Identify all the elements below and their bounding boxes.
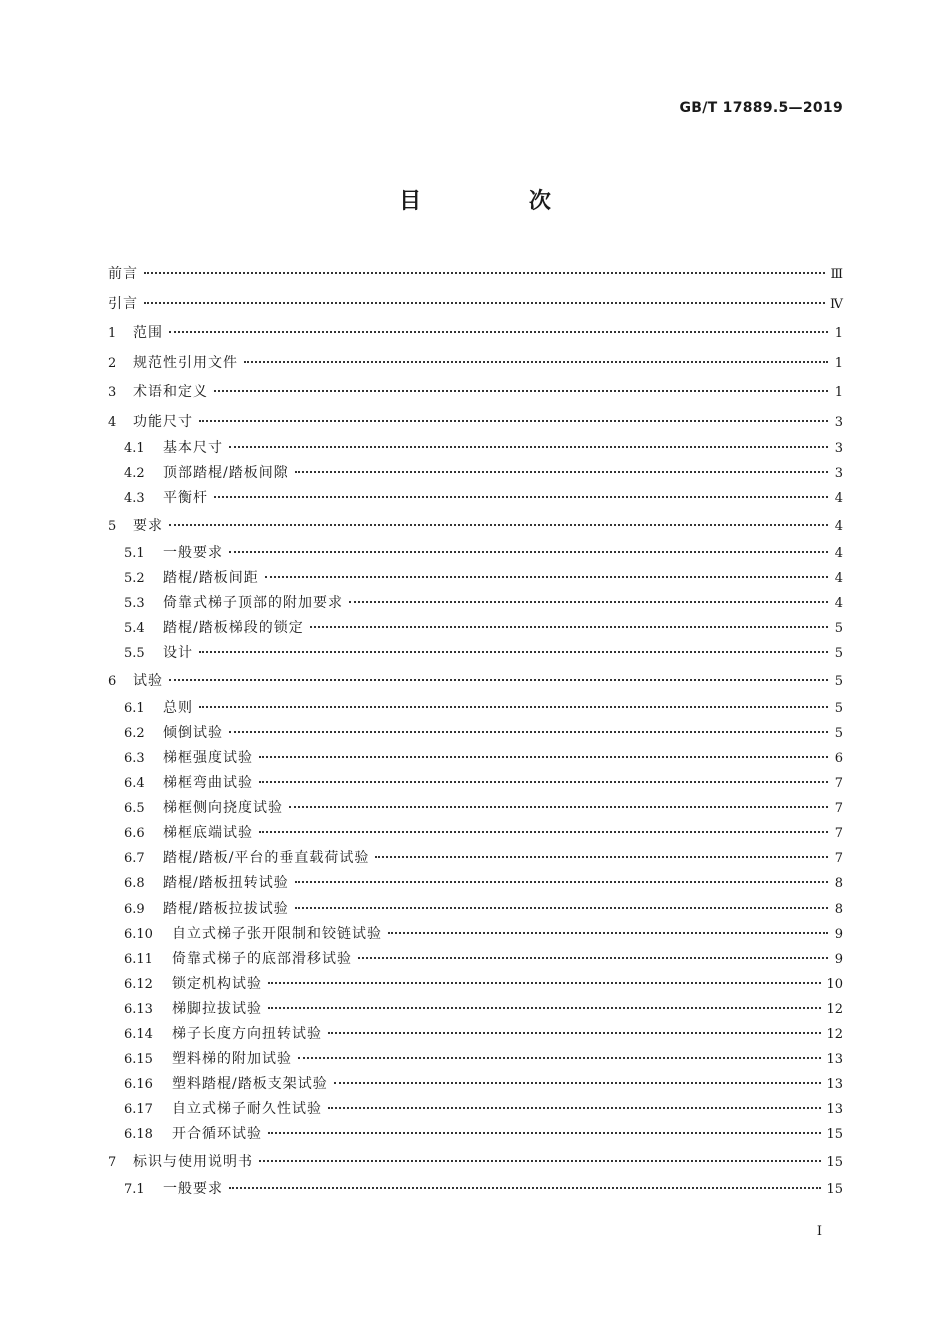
toc-entry-label: 锁定机构试验 [172, 975, 262, 992]
toc-entry-number: 6.13 [124, 1001, 153, 1017]
toc-entry[interactable] [108, 947, 843, 972]
toc-entry-page: 1 [834, 385, 843, 400]
toc-entry-label: 试验 [133, 673, 163, 690]
toc-entry-number: 5.4 [124, 621, 145, 637]
toc-entry[interactable] [108, 591, 843, 616]
toc-entry-label: 基本尺寸 [163, 440, 223, 456]
toc-entry[interactable] [108, 871, 843, 896]
toc-entry[interactable] [108, 666, 843, 696]
toc-entry-number: 4.1 [124, 441, 145, 456]
toc-entry[interactable] [108, 1072, 843, 1097]
toc-leader-dots [169, 524, 828, 526]
toc-entry-label: 梯脚拉拔试验 [172, 1000, 262, 1017]
toc-leader-dots [268, 982, 821, 984]
toc-entry-label: 范围 [133, 325, 163, 341]
toc-entry-page: 10 [826, 976, 843, 992]
toc-entry-page: 7 [834, 851, 843, 867]
toc-entry-page: 7 [834, 776, 843, 792]
toc-leader-dots [268, 1132, 821, 1134]
toc-entry-number: 2 [108, 355, 117, 371]
toc-leader-dots [310, 626, 828, 628]
toc-entry-label: 倚靠式梯子顶部的附加要求 [163, 594, 343, 611]
toc-entry-number: 5.5 [124, 646, 145, 662]
toc-entry[interactable] [108, 846, 843, 871]
toc-entry-number: 6.1 [124, 700, 145, 716]
toc-entry-page: 13 [826, 1077, 843, 1093]
toc-entry-label: 倚靠式梯子的底部滑移试验 [172, 950, 352, 967]
toc-entry-number: 6.2 [124, 725, 145, 741]
toc-entry-label: 踏棍/踏板梯段的锁定 [163, 620, 304, 637]
toc-entry[interactable] [108, 486, 843, 511]
toc-entry[interactable] [108, 616, 843, 641]
toc-leader-dots [199, 420, 828, 422]
toc-entry-label: 引言 [108, 295, 138, 312]
toc-entry-page: 3 [834, 441, 843, 456]
toc-leader-dots [259, 831, 828, 833]
toc-entry-page: 1 [834, 326, 843, 341]
toc-entry[interactable] [108, 1147, 843, 1177]
toc-entry-number: 6.6 [124, 826, 145, 842]
toc-entry[interactable] [108, 746, 843, 771]
toc-entry-page: 6 [834, 750, 843, 766]
toc-entry-label: 功能尺寸 [133, 413, 193, 430]
toc-entry[interactable] [108, 511, 843, 541]
toc-leader-dots [289, 806, 828, 808]
page-number: I [816, 1224, 822, 1239]
document-code: GB/T 17889.5—2019 [679, 100, 843, 116]
toc-entry-page: 7 [834, 801, 843, 817]
toc-entry-number: 6.17 [124, 1102, 153, 1118]
toc-leader-dots [199, 706, 828, 708]
toc-entry[interactable] [108, 771, 843, 796]
toc-leader-dots [358, 957, 828, 959]
toc-entry-number: 6.8 [124, 876, 145, 892]
toc-leader-dots [334, 1082, 822, 1084]
toc-entry-label: 自立式梯子张开限制和铰链试验 [172, 925, 382, 942]
toc-entry[interactable] [108, 997, 843, 1022]
toc-entry[interactable] [108, 897, 843, 922]
toc-entry-label: 一般要求 [163, 1180, 223, 1197]
toc-leader-dots [144, 302, 825, 304]
page-title: 目 次 [399, 189, 601, 214]
toc-leader-dots [214, 496, 828, 498]
toc-leader-dots [259, 781, 828, 783]
toc-entry-number: 5.3 [124, 595, 145, 611]
toc-entry-label: 倾倒试验 [163, 724, 223, 741]
toc-leader-dots [328, 1107, 821, 1109]
toc-leader-dots [229, 446, 828, 448]
toc-leader-dots [259, 756, 828, 758]
toc-leader-dots [144, 272, 825, 274]
toc-entry-page: 4 [834, 491, 843, 507]
toc-entry-page: 7 [834, 826, 843, 842]
toc-entry-label: 前言 [108, 266, 138, 282]
toc-leader-dots [229, 1187, 821, 1189]
toc-leader-dots [229, 731, 828, 733]
toc-entry[interactable] [108, 566, 843, 591]
toc-entry-page: 9 [834, 951, 843, 967]
toc-entry-number: 5.2 [124, 570, 145, 586]
toc-entry[interactable] [108, 796, 843, 821]
toc-entry-label: 梯子长度方向扭转试验 [172, 1025, 322, 1042]
toc-entry-label: 塑料梯的附加试验 [172, 1051, 292, 1068]
toc-entry[interactable] [108, 821, 843, 846]
toc-entry-number: 6.5 [124, 801, 145, 817]
toc-leader-dots [268, 1007, 821, 1009]
toc-entry-page: 15 [826, 1127, 843, 1143]
toc-entry[interactable] [108, 972, 843, 997]
toc-entry-label: 塑料踏棍/踏板支架试验 [172, 1076, 328, 1093]
toc-leader-dots [298, 1057, 821, 1059]
toc-entry[interactable] [108, 721, 843, 746]
toc-entry[interactable] [108, 1022, 843, 1047]
toc-entry-label: 总则 [163, 699, 193, 716]
toc-leader-dots [244, 361, 828, 363]
toc-leader-dots [349, 601, 828, 603]
toc-entry-label: 标识与使用说明书 [133, 1154, 253, 1171]
toc-leader-dots [214, 390, 828, 392]
toc-entry-label: 踏棍/踏板扭转试验 [163, 875, 289, 892]
toc-entry-number: 7.1 [124, 1181, 145, 1197]
toc-entry-label: 踏棍/踏板/平台的垂直载荷试验 [163, 850, 370, 867]
toc-entry-number: 6.16 [124, 1077, 153, 1093]
toc-entry[interactable] [108, 1047, 843, 1072]
table-of-contents [108, 259, 843, 1202]
toc-entry-page: 4 [834, 519, 843, 535]
toc-entry[interactable] [108, 1097, 843, 1122]
toc-entry-page: 3 [834, 466, 843, 482]
toc-entry-page: 13 [826, 1102, 843, 1118]
toc-entry[interactable] [108, 696, 843, 721]
toc-entry-number: 4 [108, 414, 117, 430]
toc-entry-number: 6.18 [124, 1127, 153, 1143]
toc-entry-number: 4.3 [124, 491, 145, 507]
toc-entry-page: 12 [826, 1026, 843, 1042]
toc-entry[interactable] [108, 318, 843, 348]
toc-entry-page: 5 [834, 621, 843, 637]
toc-entry[interactable] [108, 1177, 843, 1202]
toc-entry[interactable] [108, 377, 843, 407]
toc-entry-label: 梯框强度试验 [163, 749, 253, 766]
toc-entry-label: 术语和定义 [133, 384, 208, 400]
toc-entry-number: 6.15 [124, 1052, 153, 1068]
toc-entry-number: 6.7 [124, 851, 145, 867]
toc-entry-number: 7 [108, 1155, 117, 1171]
toc-entry[interactable] [108, 289, 843, 319]
toc-entry-number: 5 [108, 519, 117, 535]
toc-leader-dots [229, 551, 828, 553]
toc-entry-label: 要求 [133, 518, 163, 535]
toc-entry-page: 4 [834, 570, 843, 586]
toc-entry-label: 顶部踏棍/踏板间隙 [163, 465, 289, 482]
toc-entry-label: 梯框侧向挠度试验 [163, 800, 283, 817]
toc-entry[interactable] [108, 1122, 843, 1147]
toc-entry-number: 6.12 [124, 976, 153, 992]
toc-entry-number: 6.9 [124, 901, 145, 917]
toc-entry-page: 8 [834, 876, 843, 892]
toc-entry-page: 5 [834, 646, 843, 662]
toc-entry-page: 5 [834, 700, 843, 716]
toc-entry-label: 踏棍/踏板拉拔试验 [163, 900, 289, 917]
toc-entry[interactable] [108, 436, 843, 461]
toc-entry-label: 梯框底端试验 [163, 825, 253, 842]
toc-entry-number: 6 [108, 674, 117, 690]
toc-entry-number: 6.3 [124, 750, 145, 766]
toc-entry-page: 15 [826, 1181, 843, 1197]
toc-entry-number: 5.1 [124, 545, 145, 561]
toc-entry-page: 8 [834, 901, 843, 917]
toc-leader-dots [295, 881, 828, 883]
toc-entry-page: 5 [834, 725, 843, 741]
toc-entry-number: 6.11 [124, 951, 153, 967]
toc-entry-label: 梯框弯曲试验 [163, 775, 253, 792]
toc-entry-number: 4.2 [124, 466, 145, 482]
toc-entry-label: 开合循环试验 [172, 1126, 262, 1143]
toc-leader-dots [199, 651, 828, 653]
toc-entry-page: Ⅳ [830, 296, 843, 312]
toc-entry-page: 12 [826, 1001, 843, 1017]
toc-leader-dots [259, 1160, 821, 1162]
toc-entry-page: 4 [834, 545, 843, 561]
toc-entry-page: 9 [834, 926, 843, 942]
toc-entry-label: 规范性引用文件 [133, 354, 238, 371]
toc-entry-page: 13 [826, 1052, 843, 1068]
toc-entry-page: 1 [834, 355, 843, 371]
toc-entry-page: 4 [834, 595, 843, 611]
toc-entry[interactable] [108, 541, 843, 566]
toc-entry-page: Ⅲ [830, 267, 843, 282]
toc-entry-page: 3 [834, 414, 843, 430]
toc-entry-label: 平衡杆 [163, 490, 208, 507]
toc-leader-dots [328, 1032, 821, 1034]
toc-entry-page: 5 [834, 674, 843, 690]
toc-leader-dots [265, 576, 828, 578]
toc-leader-dots [388, 932, 828, 934]
toc-leader-dots [169, 331, 828, 333]
toc-entry-page: 15 [826, 1155, 843, 1171]
toc-leader-dots [295, 471, 828, 473]
toc-entry-number: 6.4 [124, 776, 145, 792]
toc-entry[interactable] [108, 348, 843, 378]
toc-entry[interactable] [108, 461, 843, 486]
toc-leader-dots [295, 907, 828, 909]
toc-entry-label: 一般要求 [163, 544, 223, 561]
toc-entry-number: 3 [108, 385, 117, 400]
toc-entry-number: 1 [108, 326, 117, 341]
toc-entry[interactable] [108, 407, 843, 437]
toc-entry-label: 自立式梯子耐久性试验 [172, 1101, 322, 1118]
toc-leader-dots [375, 856, 828, 858]
toc-entry[interactable] [108, 259, 843, 289]
toc-leader-dots [169, 679, 828, 681]
toc-entry-number: 6.10 [124, 926, 153, 942]
toc-entry-label: 设计 [163, 645, 193, 662]
toc-entry-number: 6.14 [124, 1026, 153, 1042]
toc-entry[interactable] [108, 922, 843, 947]
toc-entry[interactable] [108, 641, 843, 666]
toc-entry-label: 踏棍/踏板间距 [163, 569, 259, 586]
